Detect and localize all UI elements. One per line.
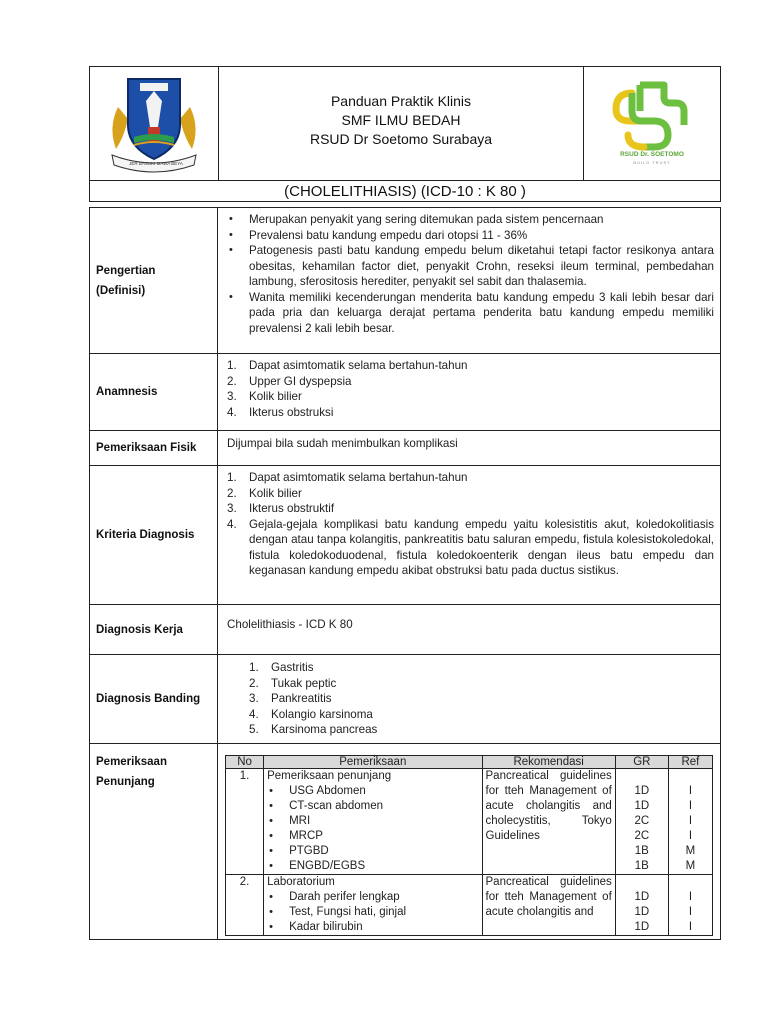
item-number: 4. <box>249 707 259 721</box>
rsud-logo-tagline: BUILD TRUST <box>633 160 671 165</box>
content-kriteria-diagnosis <box>219 466 720 604</box>
ref-value: I <box>688 785 693 797</box>
item-number: 3. <box>249 692 259 705</box>
clinical-guideline-table <box>89 207 721 940</box>
table-row <box>226 769 713 875</box>
cell-rekomendasi: Pancreatical guidelines for tteh Management of acute cholangitis and cholecystitis, Tokyo Guidelines <box>482 769 615 875</box>
cell-title: Laboratorium <box>267 876 335 888</box>
header-line-3: RSUD Dr Soetomo Surabaya <box>309 131 493 147</box>
item-number: 5. <box>249 723 259 736</box>
list-item: • Test, Fungsi hati, ginjal <box>267 905 478 920</box>
item-text: Kolik bilier <box>249 390 302 403</box>
cell-gr <box>615 875 668 936</box>
document-title: (CHOLELITHIASIS) (ICD-10 : K 80 ) <box>90 180 720 203</box>
list-item: • Wanita memiliki kecenderungan menderita batu kandung empedu 3 kali lebih besar dari pada pria dan keluarga derajat pertama penderita batu kandung empedu memiliki prevalensi 2 kali lebih besar. <box>227 290 714 337</box>
row-anamnesis <box>90 354 720 431</box>
list-item <box>227 389 714 405</box>
list-item <box>227 486 714 502</box>
item-text: Gejala-gejala komplikasi batu kandung empedu yaitu kolesistitis akut, koledokolitiasis dengan atau tanpa kolangitis, pankreatitis batu saluran empedu, fistula kolesistokoledokal, fistula koledokoduodenal, fistula koledokoenterik dengan ileus batu empedu dan keganasan kandung empedu akibat obstruksi batu pada ductus sistikus. <box>249 517 714 577</box>
label-penunjang-2: Penunjang <box>96 776 155 788</box>
ref-value: I <box>688 891 693 903</box>
list-item <box>227 470 714 486</box>
item-number: 2. <box>227 374 237 388</box>
list-item <box>227 722 714 738</box>
cell-ref <box>668 769 712 875</box>
item-number: 1. <box>227 471 237 484</box>
gr-value: 1D <box>634 906 650 918</box>
item-text: Karsinoma pancreas <box>271 723 378 736</box>
list-item <box>227 676 714 692</box>
col-header-rekomendasi: Rekomendasi <box>482 756 615 769</box>
item-text: Dapat asimtomatik selama bertahun-tahun <box>249 471 468 484</box>
row-kriteria-diagnosis <box>90 466 720 605</box>
ref-value: I <box>688 921 693 933</box>
list-item: • PTGBD <box>267 844 478 859</box>
col-header-no: No <box>226 756 264 769</box>
list-item: • Prevalensi batu kandung empedu dari otopsi 11 - 36% <box>227 228 714 244</box>
gr-value: 2C <box>634 830 650 842</box>
item-text: Kolangio karsinoma <box>271 707 373 721</box>
gr-value: 1D <box>634 921 650 933</box>
list-item: • MRI <box>267 814 478 829</box>
gr-value: 2C <box>634 815 650 827</box>
cell-gr <box>615 769 668 875</box>
cell-title: Pemeriksaan penunjang <box>267 770 392 782</box>
ref-value: M <box>685 845 696 857</box>
item-text: Dapat asimtomatik selama bertahun-tahun <box>249 359 468 372</box>
rsud-soetomo-logo <box>583 67 720 180</box>
cell-rekomendasi: Pancreatical guidelines for tteh Management of acute cholangitis and <box>482 875 615 936</box>
label-pengertian-2: (Definisi) <box>96 284 146 297</box>
item-number: 2. <box>249 676 259 690</box>
label-anamnesis: Anamnesis <box>90 354 218 430</box>
cell-no: 1. <box>226 769 264 875</box>
label-kriteria-diagnosis: Kriteria Diagnosis <box>90 466 218 604</box>
label-diagnosis-banding: Diagnosis Banding <box>90 655 218 743</box>
list-item: • ENGBD/EGBS <box>267 859 478 874</box>
item-text: Pankreatitis <box>271 692 332 705</box>
item-text: Gastritis <box>271 661 314 674</box>
header-line-2: SMF ILMU BEDAH <box>341 112 461 128</box>
content-anamnesis <box>219 354 720 430</box>
list-item: • MRCP <box>267 829 478 844</box>
label-pengertian <box>90 208 218 353</box>
item-number: 3. <box>227 390 237 403</box>
rsud-logo-name: RSUD Dr. SOETOMO <box>620 151 684 158</box>
list-item <box>227 501 714 517</box>
row-diagnosis-banding <box>90 655 720 744</box>
item-text: Kolik bilier <box>249 486 302 500</box>
row-pemeriksaan-fisik <box>90 431 720 466</box>
row-pengertian <box>90 208 720 354</box>
row-diagnosis-kerja <box>90 605 720 655</box>
list-item <box>227 691 714 707</box>
ref-value: I <box>688 815 693 827</box>
cell-pemeriksaan <box>264 875 482 936</box>
list-item <box>227 405 714 421</box>
table-header-row <box>226 756 713 769</box>
ref-value: I <box>688 830 693 842</box>
label-penunjang-1: Pemeriksaan <box>96 756 167 768</box>
content-pemeriksaan-fisik: Dijumpai bila sudah menimbulkan komplikasi <box>227 437 458 450</box>
list-item <box>227 374 714 390</box>
cell-ref <box>668 875 712 936</box>
item-number: 3. <box>227 502 237 515</box>
list-item <box>227 660 714 676</box>
penunjang-table <box>225 755 713 936</box>
label-diagnosis-kerja: Diagnosis Kerja <box>90 605 218 654</box>
content-pengertian <box>219 208 720 353</box>
item-number: 1. <box>227 359 237 372</box>
content-diagnosis-kerja: Cholelithiasis - ICD K 80 <box>227 618 353 631</box>
cell-no: 2. <box>226 875 264 936</box>
list-item: • Kadar bilirubin <box>267 920 478 935</box>
table-row <box>226 875 713 936</box>
item-number: 2. <box>227 486 237 500</box>
list-item: • Merupakan penyakit yang sering ditemukan pada sistem pencernaan <box>227 212 714 228</box>
cell-pemeriksaan <box>264 769 482 875</box>
item-text: Upper GI dyspepsia <box>249 374 352 388</box>
col-header-gr: GR <box>615 756 668 769</box>
list-item <box>227 358 714 374</box>
list-item: • CT-scan abdomen <box>267 799 478 814</box>
item-text: Ikterus obstruktif <box>249 502 335 515</box>
label-pemeriksaan-penunjang <box>90 744 218 939</box>
col-header-pemeriksaan: Pemeriksaan <box>264 756 482 769</box>
list-item: • USG Abdomen <box>267 784 478 799</box>
item-number: 1. <box>249 661 259 674</box>
gr-value: 1D <box>634 785 650 797</box>
header-box <box>89 66 721 202</box>
label-pemeriksaan-fisik: Pemeriksaan Fisik <box>90 431 218 465</box>
list-item: • Patogenesis pasti batu kandung empedu belum diketahui tetapi factor resikonya antara obesitas, kehamilan factor diet, penyakit Crohn, reseksi ileum terminal, pembedahan lambung, sferositosis herediter, penyakit sel sabit dan thalasemia. <box>227 243 714 290</box>
ref-value: I <box>688 800 693 812</box>
item-text: Tukak peptic <box>271 676 337 690</box>
gr-value: 1B <box>634 845 649 857</box>
ref-value: I <box>688 906 693 918</box>
gr-value: 1D <box>634 800 650 812</box>
col-header-ref: Ref <box>668 756 712 769</box>
list-item <box>227 517 714 579</box>
list-item <box>227 707 714 723</box>
header-line-1: Panduan Praktik Klinis <box>330 93 472 109</box>
label-pengertian-1: Pengertian <box>96 264 156 277</box>
header-title-block <box>218 67 584 180</box>
gr-value: 1D <box>634 891 650 903</box>
item-number: 4. <box>227 405 237 419</box>
item-text: Ikterus obstruksi <box>249 405 334 419</box>
ref-value: M <box>685 860 696 872</box>
item-number: 4. <box>227 517 237 531</box>
list-item: • Darah perifer lengkap <box>267 890 478 905</box>
crest-motto: JER BASUKI MAWA BEYA <box>129 161 183 166</box>
content-diagnosis-banding <box>219 655 720 743</box>
gr-value: 1B <box>634 860 649 872</box>
